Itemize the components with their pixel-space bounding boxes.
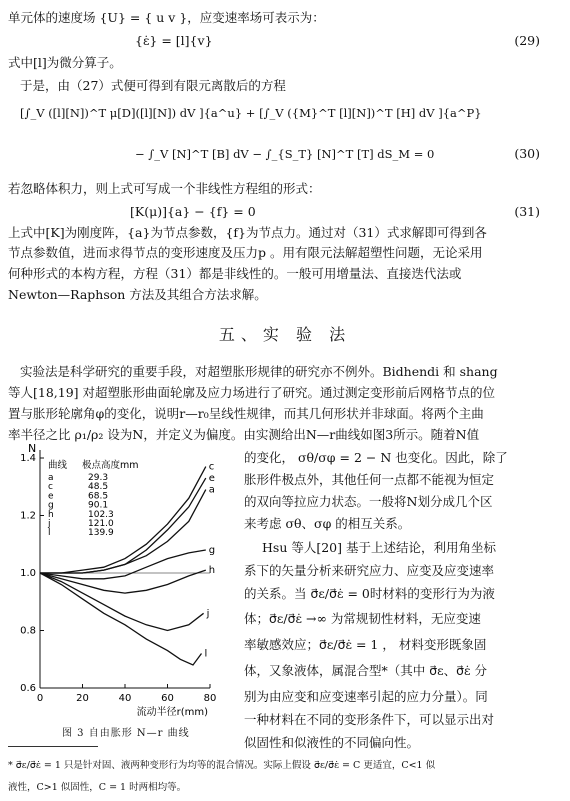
legend-curve: g: [48, 500, 54, 511]
y-axis-label: N: [28, 442, 37, 455]
equation-29: {ε̇} = [l]{v}: [135, 33, 213, 48]
x-tick-label: 0: [36, 693, 44, 704]
legend-height: 102.3: [88, 509, 114, 520]
legend-height: 139.9: [88, 528, 114, 539]
equation-31: [K(μ)]{a} − {f} = 0: [130, 204, 256, 219]
legend-curve: l: [48, 528, 51, 539]
equation-30-line2: − ∫_V [N]^T [B] dV − ∫_{S_T} [N]^T [T] dS_M = 0: [135, 147, 435, 161]
text-line: 的变化， σθ/σφ = 2 − N 也变化。因此，除了: [244, 450, 508, 465]
text-line: 率半径之比 ρ₁/ρ₂ 设为N，并定义为偏度。由实测给出N—r曲线如图3所示。随着N值: [8, 427, 480, 442]
y-tick-label: 1.2: [20, 510, 36, 522]
y-tick-label: 1.4: [20, 453, 36, 464]
text-line: 体；σ⃗ε/σ⃗ε̇ →∞ 为常规韧性材料，无应变速: [244, 611, 481, 626]
x-tick-label: 80: [203, 693, 217, 704]
text-line: 率敏感效应；σ⃗ε/σ⃗ε̇ = 1 ， 材料变形既象固: [244, 637, 487, 652]
text-line: Newton—Raphson 方法及其组合方法求解。: [8, 287, 267, 302]
series-label: c: [208, 461, 215, 473]
x-axis-label: 流动半径r(mm): [136, 707, 208, 718]
text-line: 体，又象液体，属混合型*（其中 σ⃗ε、σ⃗ε̇ 分: [244, 663, 487, 678]
series-label: a: [208, 484, 215, 496]
n-r-chart: [14, 438, 234, 718]
legend-height: 121.0: [88, 519, 114, 529]
text-line: 等人[18,19] 对超塑胀形曲面轮廓及应力场进行了研究。通过测定变形前后网格节点的位: [8, 385, 496, 400]
y-tick-label: 0.6: [20, 683, 36, 694]
legend-title: 极点高度mm: [82, 460, 139, 471]
text-line: Hsu 等人[20] 基于上述结论，利用角坐标: [262, 540, 496, 555]
text-line: 来考虑 σθ、σφ 的相互关系。: [244, 516, 411, 531]
text-line: 实验法是科学研究的重要手段，对超塑胀形规律的研究亦不例外。Bidhendi 和 shang: [20, 364, 498, 379]
legend-curve: c: [48, 482, 53, 493]
equation-number: (30): [514, 146, 540, 161]
text-line: 胀形件极点外，其他任何一点都不能视为恒定: [244, 472, 495, 487]
x-tick-label: 20: [76, 693, 89, 704]
series-line-j: [40, 573, 204, 631]
series-line-l: [40, 573, 202, 665]
text-line: 上式中[K]为刚度阵，{a}为节点参数，{f}为节点力。通过对（31）式求解即可得到各: [8, 225, 487, 240]
text-line: 似固性和似液性的不同偏向性。: [244, 735, 420, 750]
y-tick-label: 1.0: [20, 568, 36, 579]
text-line: 系下的矢量分析来研究应力、应变及应变速率: [244, 563, 495, 578]
legend-height: 29.3: [88, 473, 109, 483]
text-line: 置与胀形轮廓角φ的变化，说明r—r₀呈线性规律，而其几何形状并非球面。将两个主曲: [8, 406, 484, 421]
legend-curve: e: [48, 491, 54, 502]
text-line: 式中[l]为微分算子。: [8, 55, 122, 70]
legend-height: 90.1: [88, 500, 109, 511]
legend-curve: h: [48, 509, 54, 520]
text-line: 于是，由（27）式便可得到有限元离散后的方程: [20, 78, 286, 93]
text-line: 一种材料在不同的变形条件下，可以显示出对: [244, 712, 495, 727]
series-label: h: [208, 565, 216, 577]
footnote-rule: [8, 746, 98, 747]
text-line: 的双向等拉应力状态。一般将N划分成几个区: [244, 494, 493, 509]
series-label: e: [208, 473, 215, 485]
equation-number: (29): [514, 33, 540, 48]
series-label: g: [208, 545, 216, 556]
text-line: 单元体的速度场 {U} = { u v }，应变速率场可表示为：: [8, 10, 325, 25]
legend-height: 68.5: [88, 491, 109, 502]
text-line: 何种形式的本构方程，方程（31）都是非线性的。一般可用增量法、直接迭代法或: [8, 266, 462, 281]
x-tick-label: 40: [118, 693, 132, 704]
section-heading: 五、实 验 法: [218, 325, 352, 344]
legend-curve: a: [48, 473, 54, 483]
legend-title: 曲线: [48, 460, 68, 471]
legend-curve: j: [48, 519, 51, 529]
text-line: 的关系。当 σ⃗ε/σ⃗ε̇ = 0时材料的变形行为为液: [244, 586, 495, 601]
x-tick-label: 60: [161, 693, 174, 704]
text-line: 节点参数值，进而求得节点的变形速度及压力p 。用有限元法解超塑性问题，无论采用: [8, 245, 483, 260]
equation-number: (31): [514, 204, 540, 219]
series-label: l: [204, 648, 208, 660]
y-tick-label: 0.8: [20, 625, 36, 637]
series-line-a: [40, 490, 206, 573]
figure-caption: 图 3 自由胀形 N—r 曲线: [62, 728, 190, 739]
series-label: j: [206, 608, 210, 620]
footnote-line: 液性，C>1 似固性，C = 1 时两相均等。: [8, 782, 187, 793]
text-line: 别为由应变和应变速率引起的应力分量）。同: [244, 689, 488, 704]
series-line-c: [40, 467, 206, 573]
equation-30-line1: [∫_V ([l][N])^T μ[D]([l][N]) dV ]{a^u} + [∫_V ({M}^T [l][N])^T [H] dV ]{a^P}: [20, 106, 482, 120]
text-line: 若忽略体积力，则上式可写成一个非线性方程组的形式：: [8, 181, 321, 196]
legend-height: 48.5: [88, 482, 109, 493]
footnote-line: * σ⃗ε/σ⃗ε̇ = 1 只是针对固、液两种变形行为均等的混合情况。实际上假设 σ⃗ε/σ⃗ε̇ = C 更适宜，C<1 似: [8, 760, 436, 771]
